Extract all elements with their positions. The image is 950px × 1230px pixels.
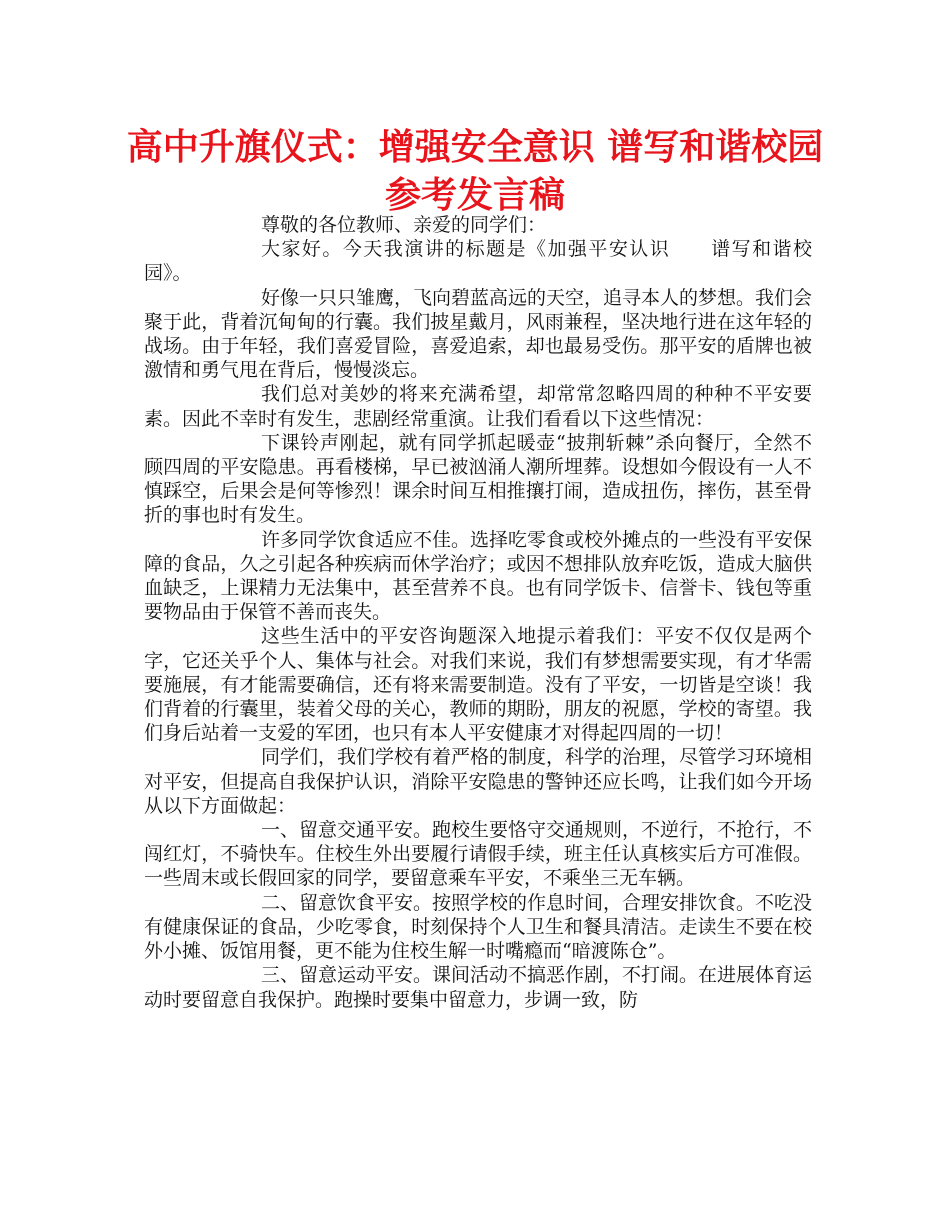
paragraph-greeting: 大家好。今天我演讲的标题是《加强平安认识 谱写和谐校园》。 [144, 238, 812, 285]
paragraph: 我们总对美妙的将来充满希望，却常常忽略四周的种种不平安要素。因此不幸时有发生，悲剧经常重演。让我们看看以下这些情况： [144, 383, 812, 430]
paragraph: 好像一只只雏鹰，飞向碧蓝高远的天空，追寻本人的梦想。我们会聚于此，背着沉甸甸的行囊。我们披星戴月，风雨兼程，坚决地行进在这年轻的战场。由于年轻，我们喜爱冒险，喜爱追索，却也最易受伤。那平安的盾牌也被激情和勇气甩在背后，慢慢淡忘。 [144, 286, 813, 382]
paragraph: 许多同学饮食适应不佳。选择吃零食或校外摊点的一些没有平安保障的食品，久之引起各种疾病而休学治疗；或因不想排队放弃吃饭，造成大脑供血缺乏，上课精力无法集中，甚至营养不良。也有同学饭卡、信誉卡、钱包等重要物品由于保管不善而丧失。 [144, 528, 813, 624]
document-body [144, 213, 812, 1012]
paragraph: 下课铃声刚起，就有同学抓起暖壶“披荆斩棘”杀向餐厅，全然不顾四周的平安隐患。再看楼梯，早已被汹涌人潮所埋葬。设想如今假设有一人不慎踩空，后果会是何等惨烈！课余时间互相推攘打闹，造成扭伤，摔伤，甚至骨折的事也时有发生。 [144, 431, 812, 527]
paragraph-salutation: 尊敬的各位教师、亲爱的同学们： [261, 214, 547, 236]
document-title: 高中升旗仪式：增强安全意识 谱写和谐校园参考发言稿 [126, 127, 824, 216]
paragraph-food-safety: 二、留意饮食平安。按照学校的作息时间，合理安排饮食。不吃没有健康保证的食品，少吃零食，时刻保持个人卫生和餐具清洁。走读生不要在校外小摊、饭馆用餐，更不能为住校生解一时嘴瘾而“暗渡陈仓”。 [144, 891, 813, 963]
paragraph-traffic-safety: 一、留意交通平安。跑校生要恪守交通规则，不逆行，不抢行，不闯红灯，不骑快车。住校生外出要履行请假手续，班主任认真核实后方可准假。一些周末或长假回家的同学，要留意乘车平安，不乘坐三无车辆。 [144, 819, 813, 890]
paragraph: 这些生活中的平安咨询题深入地提示着我们：平安不仅仅是两个字，它还关乎个人、集体与社会。对我们来说，我们有梦想需要实现，有才华需要施展，有才能需要确信，还有将来需要制造。没有了平安，一切皆是空谈！我们背着的行囊里，装着父母的关心，教师的期盼，朋友的祝愿，学校的寄望。我们身后站着一支爱的军团，也只有本人平安健康才对得起四周的一切！ [144, 625, 812, 745]
paragraph-sport-safety: 三、留意运动平安。课间活动不搞恶作剧，不打闹。在进展体育运动时要留意自我保护。跑操时要集中留意力，步调一致，防 [144, 964, 813, 1011]
paragraph: 同学们，我们学校有着严格的制度，科学的治理，尽管学习环境相对平安，但提高自我保护认识，消除平安隐患的警钟还应长鸣，让我们如今开场从以下方面做起： [144, 746, 813, 817]
